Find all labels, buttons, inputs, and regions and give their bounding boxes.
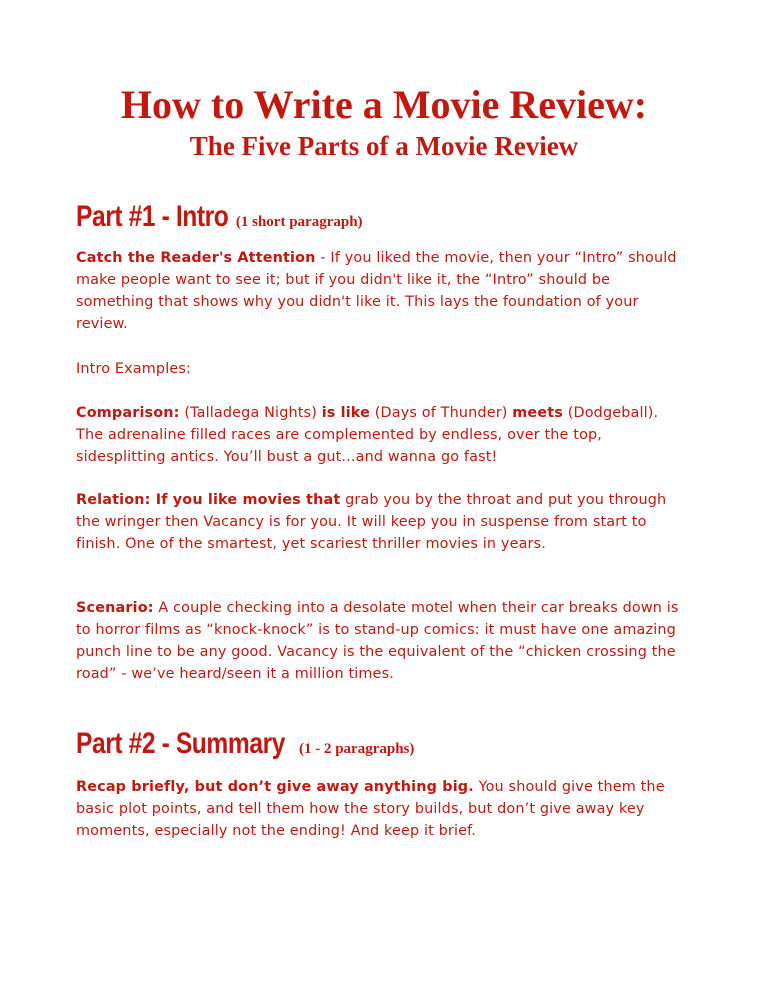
relation-paragraph bbox=[76, 489, 686, 555]
part2-note: (1 - 2 paragraphs) bbox=[298, 741, 415, 757]
comparison-keyword-1: is like bbox=[321, 405, 371, 421]
comparison-label: Comparison: bbox=[76, 405, 180, 421]
comparison-text-1: (Talladega Nights) bbox=[179, 405, 322, 421]
comparison-keyword-2: meets bbox=[512, 405, 563, 421]
part1-title: Part #1 - Intro bbox=[76, 200, 229, 233]
document-subtitle: The Five Parts of a Movie Review bbox=[189, 131, 579, 161]
scenario-text: A couple checking into a desolate motel when their car breaks down is to horror films as “knock-knock” is to stand-up comics: it must have one amazing punch line to be any good. Vacancy is the equivalent of the “chicken crossing the road” - we’ve heard/seen it a million times. bbox=[76, 600, 679, 682]
part1-note: (1 short paragraph) bbox=[235, 214, 363, 230]
part2-heading bbox=[76, 727, 414, 761]
part2-title: Part #2 - Summary bbox=[76, 727, 286, 760]
attention-paragraph bbox=[76, 247, 686, 335]
relation-label: Relation: If you like movies that bbox=[76, 492, 341, 508]
recap-paragraph bbox=[76, 776, 686, 842]
recap-text: You should give them the basic plot points, and tell them how the story builds, but don’t give away key moments, especially not the ending! And keep it brief. bbox=[76, 779, 665, 839]
recap-label: Recap briefly, but don’t give away anything big. bbox=[76, 779, 474, 795]
scenario-label: Scenario: bbox=[76, 600, 154, 616]
comparison-text-2: (Days of Thunder) bbox=[370, 405, 513, 421]
attention-text: - If you liked the movie, then your “Intro” should make people want to see it; but if you didn't like it, the “Intro” should be something that shows why you didn't like it. This lays the foundation of your review. bbox=[76, 250, 677, 332]
attention-label: Catch the Reader's Attention bbox=[76, 250, 316, 266]
comparison-text-3: (Dodgeball). The adrenaline filled races are complemented by endless, over the top, sidesplitting antics. You’ll bust a gut...and wanna go fast! bbox=[76, 405, 659, 465]
relation-text: grab you by the throat and put you through the wringer then Vacancy is for you. It will keep you in suspense from start to finish. One of the smartest, yet scariest thriller movies in years. bbox=[76, 492, 667, 552]
document-title: How to Write a Movie Review: bbox=[120, 82, 648, 127]
scenario-paragraph bbox=[76, 597, 686, 685]
examples-label: Intro Examples: bbox=[76, 361, 192, 377]
comparison-paragraph bbox=[76, 402, 686, 468]
part1-heading bbox=[76, 200, 363, 234]
